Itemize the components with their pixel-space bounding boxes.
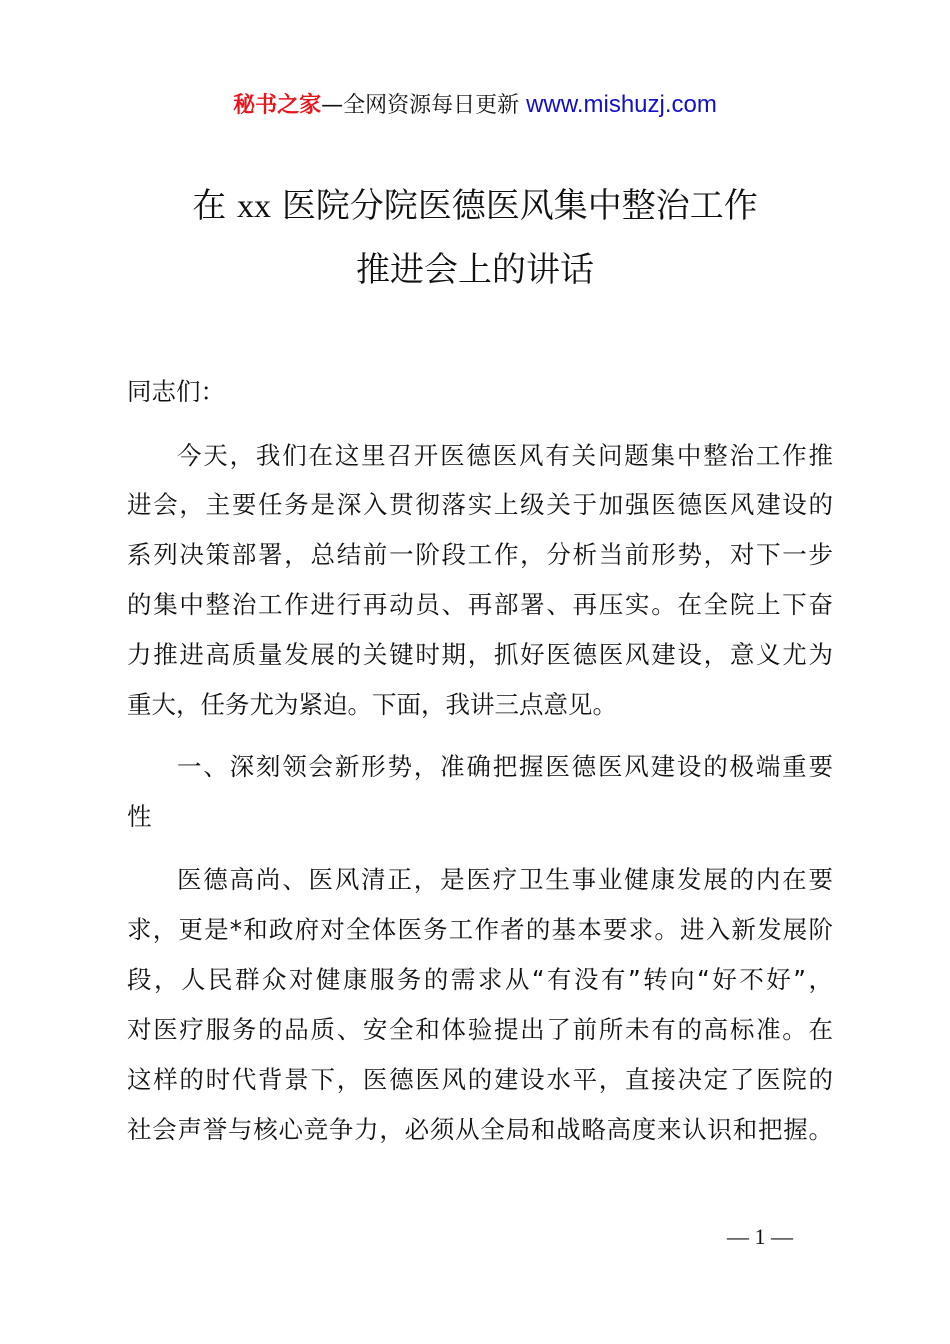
paragraph-1-line: 系列决策部署，总结前一阶段工作，分析当前形势，对下一步 [127,540,833,569]
paragraph-1-line: 的集中整治工作进行再动员、再部署、再压实。在全院上下奋 [127,590,833,619]
title-suffix: 医院分院医德医风集中整治工作 [281,186,758,226]
document-title-line-2: 推进会上的讲话 [356,250,594,290]
paragraph-1-line: 力推进高质量发展的关键时期，抓好医德医风建设，意义尤为 [127,640,833,669]
section-heading-line: 一、深刻领会新形势，准确把握医德医风建设的极端重要 [177,752,833,781]
section-heading-line: 性 [127,802,152,831]
paragraph-2-line: 医德高尚、医风清正，是医疗卫生事业健康发展的内在要 [177,865,833,894]
paragraph-2-line: 社会声誉与核心竞争力，必须从全局和战略高度来认识和把握。 [127,1115,833,1144]
salutation: 同志们： [127,377,225,406]
site-banner [0,88,950,123]
banner-tagline: —全网资源每日更新 [321,93,520,118]
paragraph-2-line: 求，更是*和政府对全体医务工作者的基本要求。进入新发展阶 [127,915,833,944]
paragraph-1-line: 进会，主要任务是深入贯彻落实上级关于加强医德医风建设的 [127,490,833,519]
title-prefix: 在 [192,186,227,226]
title-placeholder: xx [237,188,271,225]
document-title-line-1 [0,186,950,227]
paragraph-2-line: 段，人民群众对健康服务的需求从“有没有”转向“好不好”， [127,965,833,994]
brand-name: 秘书之家 [233,93,322,118]
paragraph-2-line: 对医疗服务的品质、安全和体验提出了前所未有的高标准。在 [127,1015,833,1044]
site-url-link[interactable]: www.mishuzj.com [526,91,717,118]
paragraph-1-line: 今天，我们在这里召开医德医风有关问题集中整治工作推 [177,441,833,470]
page-number: — 1 — [727,1224,793,1249]
paragraph-2-line: 这样的时代背景下，医德医风的建设水平，直接决定了医院的 [127,1065,833,1094]
paragraph-1-line: 重大，任务尤为紧迫。下面，我讲三点意见。 [127,690,617,719]
